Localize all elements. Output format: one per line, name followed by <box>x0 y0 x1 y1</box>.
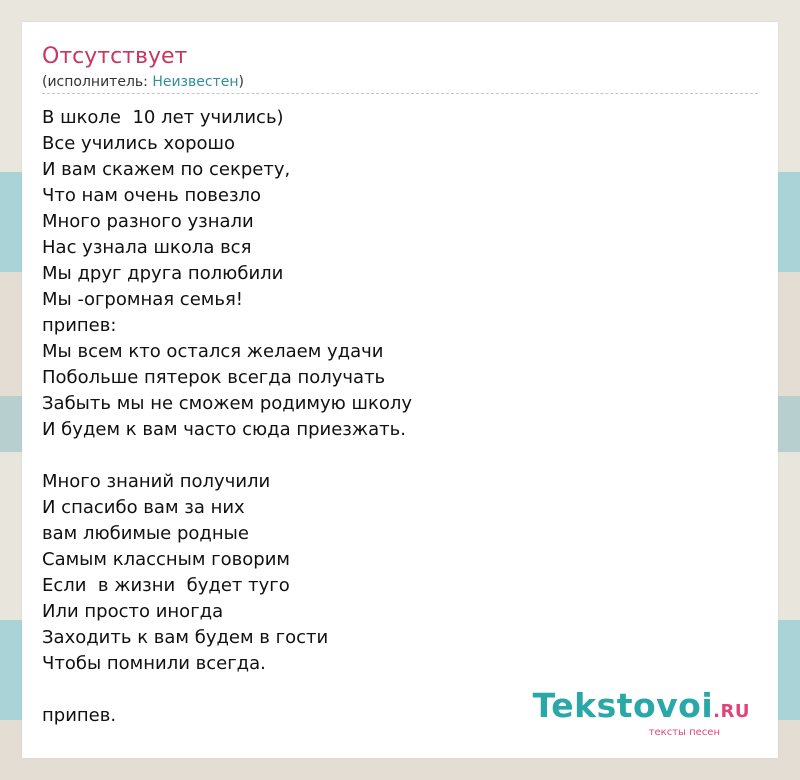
lyrics-line: Что нам очень повезло <box>42 185 262 206</box>
lyrics-line <box>42 443 742 469</box>
lyrics-line: припев. <box>42 705 117 726</box>
lyrics-line: Много знаний получили <box>42 471 271 492</box>
lyrics-line: вам любимые родные <box>42 523 249 544</box>
lyrics-line: И будем к вам часто сюда приезжать. <box>42 419 406 440</box>
lyrics-line: Нас узнала школа вся <box>42 237 252 258</box>
lyrics-line: Или просто иногда <box>42 601 224 622</box>
logo-name: Tekstovoi <box>532 686 714 725</box>
artist-prefix: (исполнитель: <box>42 74 153 90</box>
lyrics-line: Забыть мы не сможем родимую школу <box>42 393 413 414</box>
lyrics-line: Мы -огромная семья! <box>42 289 243 310</box>
lyrics-line: Заходить к вам будем в гости <box>42 627 329 648</box>
song-title: Отсутствует <box>42 44 188 69</box>
lyrics-line: Побольше пятерок всегда получать <box>42 367 386 388</box>
lyrics-card <box>22 22 778 758</box>
logo-wordmark <box>532 686 750 729</box>
logo-tld: .RU <box>713 701 750 722</box>
lyrics-text <box>42 105 742 729</box>
artist-suffix: ) <box>238 74 244 90</box>
artist-link[interactable]: Неизвестен <box>152 74 239 90</box>
lyrics-line: припев: <box>42 315 117 336</box>
lyrics-line: Мы друг друга полюбили <box>42 263 284 284</box>
lyrics-line: Самым классным говорим <box>42 549 290 570</box>
site-logo[interactable] <box>532 686 750 738</box>
lyrics-line: И спасибо вам за них <box>42 497 245 518</box>
lyrics-line: В школе 10 лет учились) <box>42 107 284 128</box>
lyrics-line: И вам скажем по секрету, <box>42 159 291 180</box>
lyrics-line: Если в жизни будет туго <box>42 575 290 596</box>
artist-line <box>42 73 244 91</box>
logo-tagline: тексты песен <box>648 727 720 738</box>
lyrics-line: Чтобы помнили всегда. <box>42 653 266 674</box>
lyrics-line: Мы всем кто остался желаем удачи <box>42 341 384 362</box>
title-divider <box>42 93 758 94</box>
lyrics-line: Много разного узнали <box>42 211 254 232</box>
lyrics-line: Все учились хорошо <box>42 133 236 154</box>
